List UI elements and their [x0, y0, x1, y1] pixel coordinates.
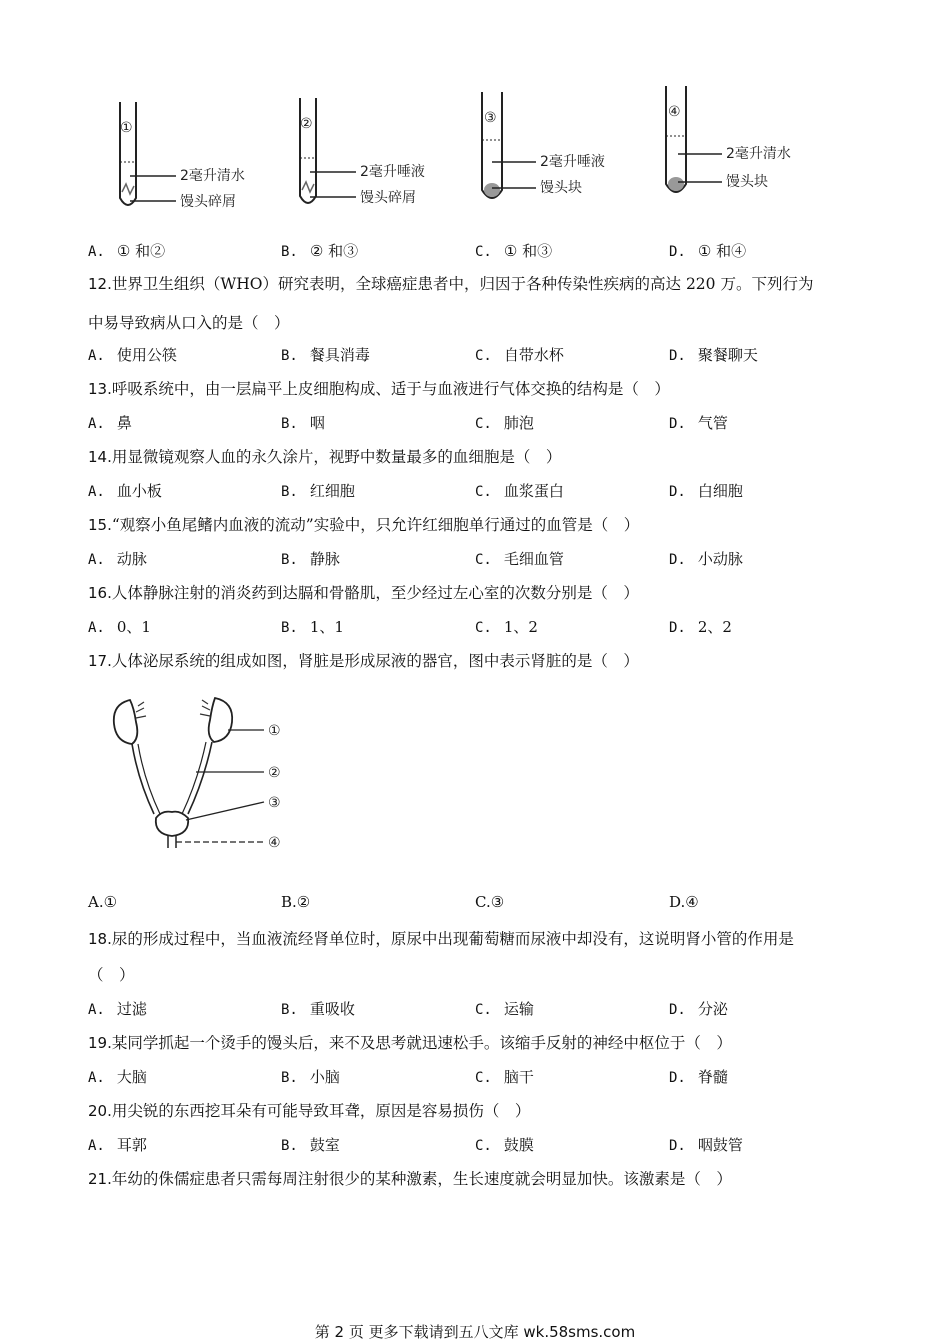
- test-tubes-figure: [100, 80, 840, 220]
- q11-option-b[interactable]: B. ② 和③: [281, 242, 359, 260]
- label-1: ①: [268, 723, 281, 739]
- q17-option-d[interactable]: D.④: [669, 893, 699, 911]
- q13-option-b[interactable]: B. 咽: [281, 414, 325, 432]
- bladder: [156, 812, 188, 836]
- q16-option-c[interactable]: C. 1、2: [475, 618, 538, 636]
- q12-stem-line1: 12.世界卫生组织（WHO）研究表明，全球癌症患者中，归因于各种传染性疾病的高达 220 万。下列行为: [88, 275, 814, 293]
- label-3: ③: [268, 795, 281, 811]
- q18-stem-line2: （ ）: [88, 966, 135, 984]
- q20-option-a[interactable]: A. 耳郭: [88, 1136, 147, 1154]
- q19-option-b[interactable]: B. 小脑: [281, 1068, 340, 1086]
- tube-4-lower-label: 馒头块: [726, 174, 768, 190]
- q20-option-b[interactable]: B. 鼓室: [281, 1136, 340, 1154]
- tube-4-upper-label: 2毫升清水: [726, 146, 791, 162]
- urethra: [168, 836, 176, 848]
- left-kidney: [114, 700, 138, 744]
- q19-option-c[interactable]: C. 脑干: [475, 1068, 534, 1086]
- tube-1-number: ①: [120, 120, 133, 136]
- tube-1-upper-label: 2毫升清水: [180, 168, 245, 184]
- q18-option-b[interactable]: B. 重吸收: [281, 1000, 355, 1018]
- tube-3-number: ③: [484, 110, 497, 126]
- tube-2-lower-label: 馒头碎屑: [360, 190, 416, 206]
- q17-option-c[interactable]: C.③: [475, 893, 505, 911]
- test-tube-3: [482, 92, 605, 198]
- q11-option-c[interactable]: C. ① 和③: [475, 242, 553, 260]
- right-ureter: [188, 742, 212, 814]
- q13-option-d[interactable]: D. 气管: [669, 414, 728, 432]
- test-tube-4: [666, 86, 791, 192]
- q14-option-b[interactable]: B. 红细胞: [281, 482, 355, 500]
- tube-1-lower-label: 馒头碎屑: [180, 194, 236, 210]
- q11-option-a[interactable]: A. ① 和②: [88, 242, 166, 260]
- q15-option-d[interactable]: D. 小动脉: [669, 550, 743, 568]
- label-4: ④: [268, 835, 281, 851]
- right-kidney: [209, 698, 233, 742]
- q17-stem: 17.人体泌尿系统的组成如图，肾脏是形成尿液的器官，图中表示肾脏的是（ ）: [88, 652, 639, 670]
- urinary-system-figure: [100, 690, 300, 860]
- q14-option-a[interactable]: A. 血小板: [88, 482, 162, 500]
- tube-2-number: ②: [300, 116, 313, 132]
- q18-stem-line1: 18.尿的形成过程中，当血液流经肾单位时，原尿中出现葡萄糖而尿液中却没有，这说明肾小管的作用是: [88, 930, 794, 948]
- q15-option-b[interactable]: B. 静脉: [281, 550, 340, 568]
- q14-option-c[interactable]: C. 血浆蛋白: [475, 482, 564, 500]
- test-tube-1: [120, 102, 245, 210]
- q19-option-d[interactable]: D. 脊髓: [669, 1068, 728, 1086]
- q14-stem: 14.用显微镜观察人血的永久涂片，视野中数量最多的血细胞是（ ）: [88, 448, 562, 466]
- q18-option-a[interactable]: A. 过滤: [88, 1000, 147, 1018]
- q12-option-c[interactable]: C. 自带水杯: [475, 346, 564, 364]
- tube-4-number: ④: [668, 104, 681, 120]
- q16-option-b[interactable]: B. 1、1: [281, 618, 344, 636]
- q14-option-d[interactable]: D. 白细胞: [669, 482, 743, 500]
- q12-option-a[interactable]: A. 使用公筷: [88, 346, 177, 364]
- q20-option-d[interactable]: D. 咽鼓管: [669, 1136, 743, 1154]
- q16-stem: 16.人体静脉注射的消炎药到达膈和骨骼肌，至少经过左心室的次数分别是（ ）: [88, 584, 639, 602]
- q20-option-c[interactable]: C. 鼓膜: [475, 1136, 534, 1154]
- page-footer: 第 2 页 更多下载请到五八文库 wk.58sms.com: [314, 1323, 636, 1341]
- tube-3-upper-label: 2毫升唾液: [540, 154, 605, 170]
- q12-stem-line2: 中易导致病从口入的是（ ）: [88, 314, 290, 332]
- tube-2-upper-label: 2毫升唾液: [360, 164, 425, 180]
- q18-option-c[interactable]: C. 运输: [475, 1000, 534, 1018]
- q19-option-a[interactable]: A. 大脑: [88, 1068, 147, 1086]
- q16-option-d[interactable]: D. 2、2: [669, 618, 732, 636]
- test-tube-2: [300, 98, 425, 206]
- q11-option-d[interactable]: D. ① 和④: [669, 242, 747, 260]
- q12-option-d[interactable]: D. 聚餐聊天: [669, 346, 758, 364]
- q18-option-d[interactable]: D. 分泌: [669, 1000, 728, 1018]
- q19-stem: 19.某同学抓起一个烫手的馒头后，来不及思考就迅速松手。该缩手反射的神经中枢位于（ ）: [88, 1034, 732, 1052]
- q15-option-c[interactable]: C. 毛细血管: [475, 550, 564, 568]
- label-2: ②: [268, 765, 281, 781]
- q17-option-b[interactable]: B.②: [281, 893, 311, 911]
- q13-stem: 13.呼吸系统中，由一层扁平上皮细胞构成、适于与血液进行气体交换的结构是（ ）: [88, 380, 670, 398]
- left-ureter: [132, 744, 154, 814]
- q13-option-a[interactable]: A. 鼻: [88, 414, 132, 432]
- q15-option-a[interactable]: A. 动脉: [88, 550, 147, 568]
- q15-stem: 15.“观察小鱼尾鳍内血液的流动”实验中，只允许红细胞单行通过的血管是（ ）: [88, 516, 640, 534]
- q21-stem: 21.年幼的侏儒症患者只需每周注射很少的某种激素，生长速度就会明显加快。该激素是（ ）: [88, 1170, 732, 1188]
- q17-option-a[interactable]: A.①: [88, 893, 118, 911]
- q16-option-a[interactable]: A. 0、1: [88, 618, 151, 636]
- tube-3-lower-label: 馒头块: [540, 180, 582, 196]
- q20-stem: 20.用尖锐的东西挖耳朵有可能导致耳聋，原因是容易损伤（ ）: [88, 1102, 531, 1120]
- q12-option-b[interactable]: B. 餐具消毒: [281, 346, 370, 364]
- q13-option-c[interactable]: C. 肺泡: [475, 414, 534, 432]
